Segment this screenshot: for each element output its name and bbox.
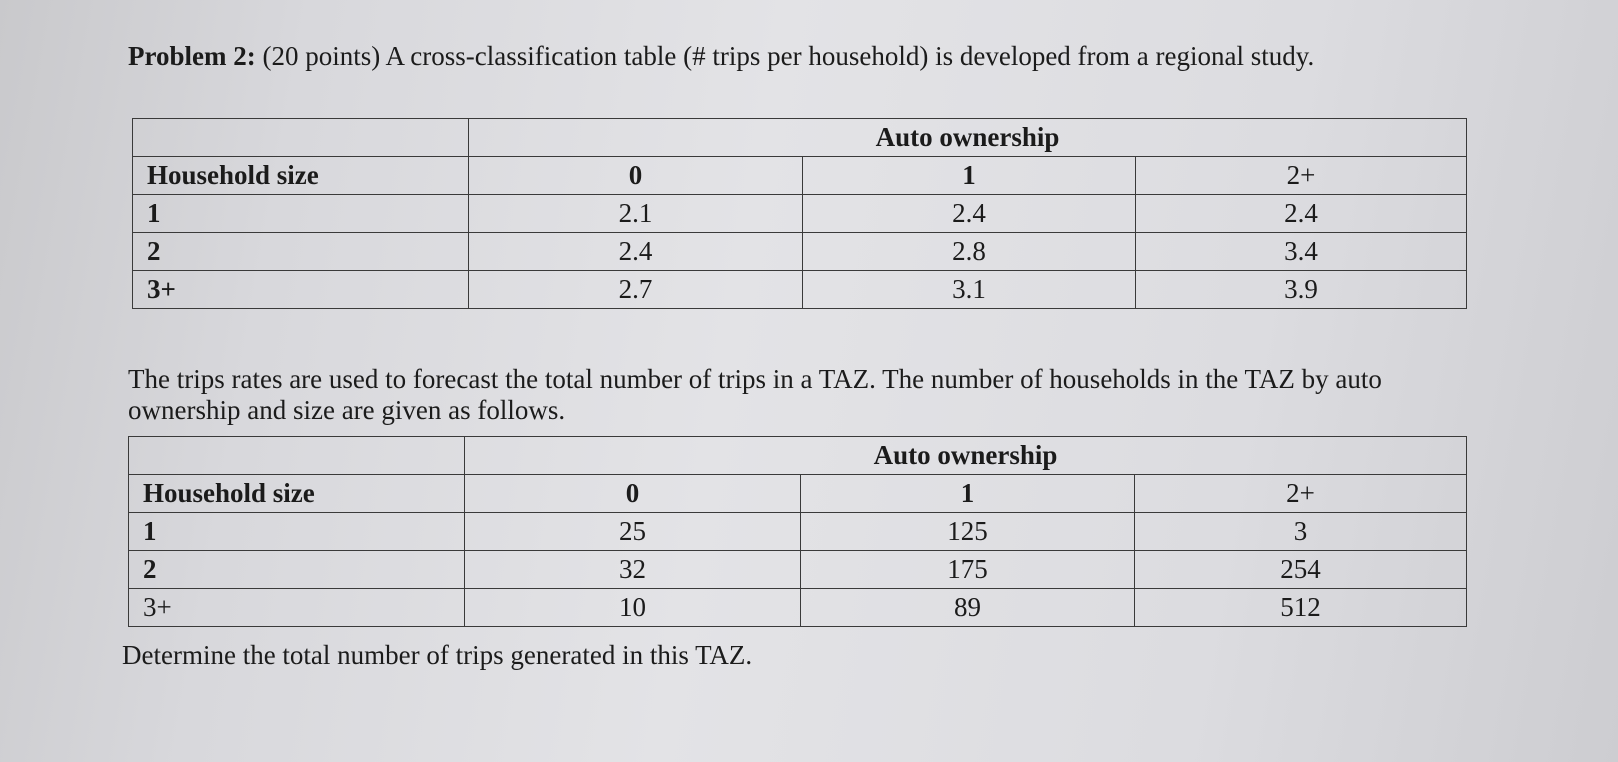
- group-header: Auto ownership: [469, 119, 1467, 157]
- column-header: 1: [803, 157, 1136, 195]
- table-cell: 89: [801, 589, 1135, 627]
- table-cell: 2.4: [803, 195, 1136, 233]
- problem-statement: [128, 38, 1523, 74]
- empty-corner-cell: [133, 119, 469, 157]
- table-row: [129, 551, 1467, 589]
- table-row: [133, 195, 1467, 233]
- table-header-row: [129, 437, 1467, 475]
- column-header: 0: [469, 157, 803, 195]
- table-cell: 2.4: [1136, 195, 1467, 233]
- row-label: 3+: [129, 589, 465, 627]
- column-header: 2+: [1135, 475, 1467, 513]
- table-cell: 254: [1135, 551, 1467, 589]
- table-header-row: [133, 119, 1467, 157]
- column-header: 0: [465, 475, 801, 513]
- table-cell: 3.1: [803, 271, 1136, 309]
- trip-rate-table: [132, 118, 1467, 309]
- table-cell: 3.4: [1136, 233, 1467, 271]
- column-header: 1: [801, 475, 1135, 513]
- problem-body: (20 points) A cross-classification table (# trips per household) is developed from a regional study.: [262, 41, 1315, 71]
- table-row: [133, 233, 1467, 271]
- row-header: Household size: [133, 157, 469, 195]
- table-cell: 10: [465, 589, 801, 627]
- group-header: Auto ownership: [465, 437, 1467, 475]
- closing-question: Determine the total number of trips generated in this TAZ.: [122, 640, 753, 670]
- row-header: Household size: [129, 475, 465, 513]
- table-cell: 3: [1135, 513, 1467, 551]
- table-cell: 175: [801, 551, 1135, 589]
- table-cell: 25: [465, 513, 801, 551]
- column-header: 2+: [1136, 157, 1467, 195]
- intro-paragraph: The trips rates are used to forecast the total number of trips in a TAZ. The number of households in the TAZ by auto ownership and size are given as follows.: [128, 364, 1382, 425]
- table-cell: 2.7: [469, 271, 803, 309]
- table-column-row: [129, 475, 1467, 513]
- row-label: 3+: [133, 271, 469, 309]
- table-cell: 2.8: [803, 233, 1136, 271]
- row-label: 1: [129, 513, 465, 551]
- row-label: 1: [133, 195, 469, 233]
- table-cell: 32: [465, 551, 801, 589]
- empty-corner-cell: [129, 437, 465, 475]
- row-label: 2: [129, 551, 465, 589]
- table-row: [133, 271, 1467, 309]
- table-cell: 2.4: [469, 233, 803, 271]
- household-count-table: [128, 436, 1467, 627]
- table-cell: 512: [1135, 589, 1467, 627]
- table-row: [129, 513, 1467, 551]
- table-row: [129, 589, 1467, 627]
- table-cell: 2.1: [469, 195, 803, 233]
- table-cell: 3.9: [1136, 271, 1467, 309]
- table-cell: 125: [801, 513, 1135, 551]
- problem-label: Problem 2:: [128, 41, 256, 71]
- table-column-row: [133, 157, 1467, 195]
- worksheet-page: [122, 38, 1523, 670]
- row-label: 2: [133, 233, 469, 271]
